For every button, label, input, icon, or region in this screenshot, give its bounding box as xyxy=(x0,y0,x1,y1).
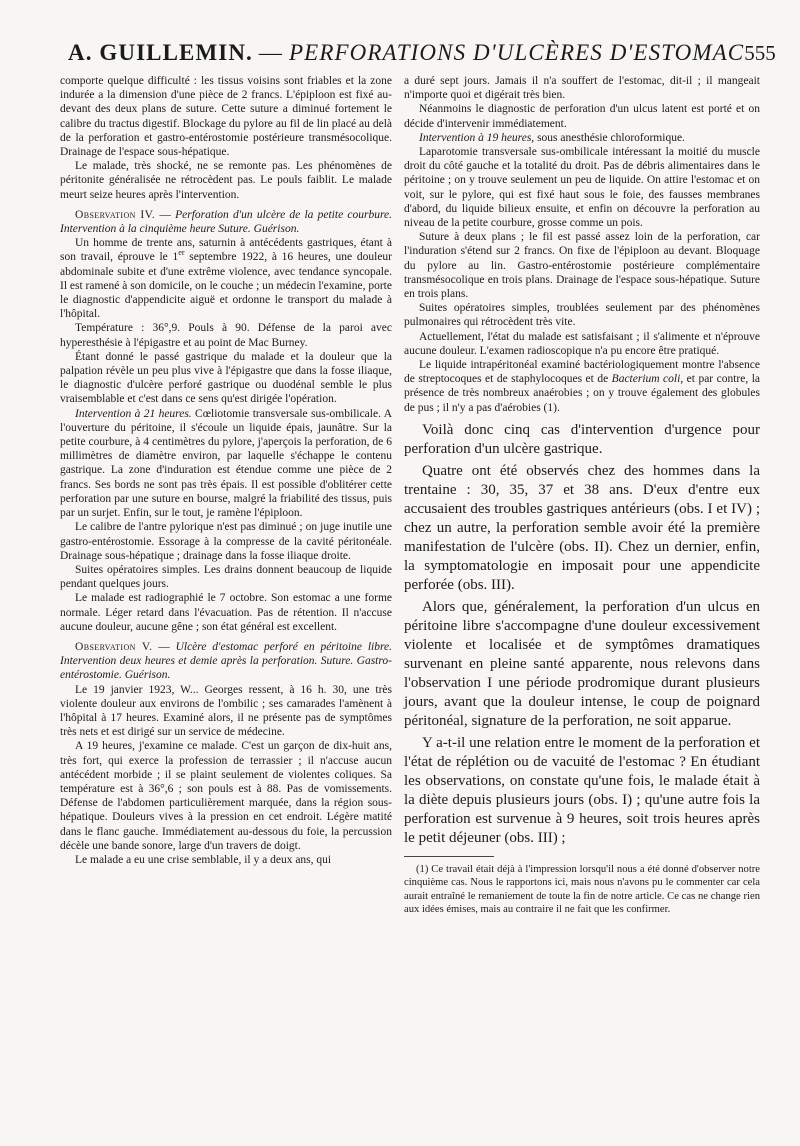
page-number: 555 xyxy=(744,41,776,65)
observation-4-heading xyxy=(60,208,392,236)
paragraph: Quatre ont été observés chez des hommes dans la trentaine : 30, 35, 37 et 38 ans. D'eux d'entre eux accusaient des troubles gastriques antérieurs (obs. I et IV) ; chez un autre, la perforation semble avoir été la première manifestation de l'ulcère (obs. II). Chez un dernier, enfin, la symptomatologie en imposait pour une appendicite perforée (obs. III). xyxy=(404,462,760,593)
text-run: septembre 1922, à 16 heures, une douleur abdominale subite et d'une extrême violence, avec tendance syncopale. Il est ramené à son domicile, on le couche ; un médecin l'examine, porte le diagnostic d'appendicite aiguë et ordonne le transport du malade à l'hôpital. xyxy=(60,251,393,321)
observation-label: Observation IV. xyxy=(75,208,156,221)
header-article-title: PERFORATIONS D'ULCÈRES D'ESTOMAC xyxy=(289,40,745,65)
observation-5-heading xyxy=(60,640,392,683)
paragraph: Le malade est radiographié le 7 octobre. Son estomac a une forme normale. Léger retard dans l'évacuation. Pas de rétention. Il n'accuse aucune douleur, aucune gêne ; son état général est excellent. xyxy=(60,592,392,633)
header-author: A. GUILLEMIN. xyxy=(68,40,253,65)
observation-title: Ulcère d'estomac perforé en péritoine libre. Intervention deux heures et demie après la perforation. Suture. Gastro-entérostomie. Guérison. xyxy=(60,640,392,682)
paragraph: a duré sept jours. Jamais il n'a souffert de l'estomac, dit-il ; il mangeait n'importe quoi et digérait très bien. xyxy=(404,75,760,102)
text-run: sous anesthésie chloroformique. xyxy=(534,131,685,144)
paragraph: Le calibre de l'antre pylorique n'est pas diminué ; on juge inutile une gastro-entérostomie. Essorage à la compresse de la cavité péritonéale. Drainage sous-hépatique ; drainage dans la fosse iliaque droite. xyxy=(60,521,392,562)
paragraph: Suites opératoires simples. Les drains donnent beaucoup de liquide pendant quelques jours. xyxy=(60,563,392,591)
intervention-label: Intervention à 21 heures. xyxy=(75,407,192,420)
paragraph xyxy=(60,236,392,321)
discussion-section xyxy=(404,421,760,848)
paragraph: Suture à deux plans ; le fil est passé assez loin de la perforation, car l'induration s'étend sur 2 francs. On fixe de l'épiploon au devant. Bloquage du pylore au lin. Gastro-entérostomie postérieure complémentaire transmésocolique en trois plans. Drainage de l'espace sous-hépatique. Suture en trois plans. xyxy=(404,231,760,301)
intervention-label: Intervention à 19 heures, xyxy=(419,131,535,144)
paragraph: Le malade, très shocké, ne se remonte pas. Les phénomènes de péritonite généralisée ne rétrocèdent pas. Le pouls faiblit. Le malade meurt seize heures après l'intervention. xyxy=(60,160,392,201)
paragraph: Néanmoins le diagnostic de perforation d'un ulcus latent est porté et on décide d'intervenir immédiatement. xyxy=(404,103,760,130)
header-title xyxy=(68,40,744,66)
footnote xyxy=(404,863,760,917)
paragraph: A 19 heures, j'examine ce malade. C'est un garçon de dix-huit ans, très fort, qui exerce la profession de terrassier ; il n'accuse aucun antécédent morbide ; il se plaint seulement de violentes coliques. Sa température est à 36°,6 ; son pouls est à 88. Pas de vomissements. Défense de l'abdomen particulièrement marquée, dans la région sous-hépatique. Douleurs vives à la pression en cet endroit. Légère matité dans le flanc gauche. Immédiatement au-dessous du foie, la percussion décèle une bande sonore, large d'un travers de doigt. xyxy=(60,740,392,852)
running-header xyxy=(68,40,776,74)
right-column xyxy=(404,74,760,917)
paragraph: Le malade a eu une crise semblable, il y a deux ans, qui xyxy=(75,853,332,866)
paragraph xyxy=(60,407,392,521)
text-run: , et par contre, la présence de très nombreux anaérobies ; on y trouve également des globules de pus ; il n'y a pas d'aérobies (1). xyxy=(404,373,760,414)
paragraph: Température : 36°,9. Pouls à 90. Défense de la paroi avec hyperesthésie à l'épigastre et au point de Mac Burney. xyxy=(60,322,392,349)
left-column xyxy=(60,74,392,867)
paragraph: Laparotomie transversale sus-ombilicale intéressant la moitié du muscle droit du côté gauche et la totalité du droit. Pas de débris alimentaires dans le péritoine ; on y trouve seulement un peu de liquide. On attire l'estomac et on voit, sur le pylore, qui est fixé haut sous le foie, des fausses membranes d'abord, du liquide bilieux ensuite, et enfin on découvre la perforation au niveau de la petite courbure, grosse comme un pois. xyxy=(404,146,760,230)
species-name: Bacterium coli xyxy=(611,373,681,386)
paragraph: Le 19 janvier 1923, W... Georges ressent, à 16 h. 30, une très violente douleur aux environs de l'ombilic ; ses camarades l'amènent à l'hôpital à 17 heures. Examiné alors, il ne présente pas de symptômes très nets et est dirigé sur un service de médecine. xyxy=(60,683,392,739)
paragraph: Actuellement, l'état du malade est satisfaisant ; il s'alimente et n'éprouve aucune douleur. L'examen radioscopique n'a pu encore être pratiqué. xyxy=(404,330,760,357)
paragraph xyxy=(404,358,760,415)
paragraph: Voilà donc cinq cas d'intervention d'urgence pour perforation d'un ulcère gastrique. xyxy=(404,421,760,457)
text-run: Cœliotomie transversale sus-ombilicale. A l'ouverture du péritoine, il s'écoule un liquide épais, jaunâtre. Sur la petite courbure, à 4 centimètres du pylore, j'aperçois la perforation, de 6 millimètres de diamètre environ, par laquelle s'échappe le contenu gastrique. La zone d'induration est étendue comme une pièce de 2 francs. Ses bords ne sont pas très épais. Il est possible d'oblitérer cette perforation par une suture en bourse, malgré la friabilité des tissus, puis par un surjet. Enfin, sur le tout, je ramène l'épiploon. xyxy=(60,407,393,520)
observation-label: Observation V. xyxy=(75,640,153,653)
paragraph xyxy=(404,131,760,145)
text-run: Un homme de trente ans, saturnin à antécédents gastriques, étant à son travail, éprouve le 1 xyxy=(60,237,392,264)
text-run: Le liquide intrapéritonéal examiné bactériologiquement montre l'absence de streptocoques et de staphylocoques et de xyxy=(404,359,760,386)
dash: — xyxy=(155,208,176,221)
dash: — xyxy=(152,640,176,653)
observation-title: Perforation d'un ulcère de la petite courbure. Intervention à la cinquième heure Suture. Guérison. xyxy=(60,208,392,236)
paragraph: comporte quelque difficulté : les tissus voisins sont friables et la zone indurée a la dimension d'une pièce de 2 francs. L'épiploon est fixé au-devant des deux plans de suture. Cette suture a diminué fortement le calibre du tractus digestif. Blockage du pylore au fil de lin placé au delà de la perforation et gastro-entérostomie postérieure transmésocolique. Drainage de l'espace sous-hépatique. xyxy=(60,75,392,159)
paragraph: Alors que, généralement, la perforation d'un ulcus en péritoine libre s'accompagne d'une douleur excessivement violente et localisée et de symptômes dramatiques survenant en pleine santé apparente, nous relevons dans l'observation I une période prodromique durant plusieurs jours, avant que la douleur intense, le coup de poignard péritonéal, signature de la perforation, ne soit apparue. xyxy=(404,598,760,729)
header-separator: — xyxy=(258,40,284,65)
superscript: er xyxy=(178,248,185,258)
paragraph: Étant donné le passé gastrique du malade et la douleur que la palpation révèle un peu plus vive à l'épigastre que dans la fosse iliaque, le diagnostic d'ulcère perforé gastrique ou duodénal semble le plus vraisemblable et c'est dans ce sens qu'est dirigée l'opération. xyxy=(60,350,392,406)
paragraph: Y a-t-il une relation entre le moment de la perforation et l'état de réplétion ou de vacuité de l'estomac ? En étudiant les observations, on constate qu'une fois, le malade était à la diète depuis plusieurs jours (obs. I) ; qu'une autre fois la perforation est survenue à 9 heures, soit trois heures après le petit déjeuner (obs. III) ; xyxy=(404,734,760,846)
paragraph: Suites opératoires simples, troublées seulement par des phénomènes pulmonaires qui rétrocèdent très vite. xyxy=(404,302,760,329)
footnote-divider xyxy=(404,856,494,857)
footnote-text: (1) Ce travail était déjà à l'impression lorsqu'il nous a été donné d'observer notre cinquième cas. Nous le rapportons ici, mais nous n'avons pu le commenter car cela aurait entraîné le remaniement de toute la fin de notre article. Ce cas ne change rien aux idées émises, mais au contraire il ne fait que les confirmer. xyxy=(404,863,760,916)
